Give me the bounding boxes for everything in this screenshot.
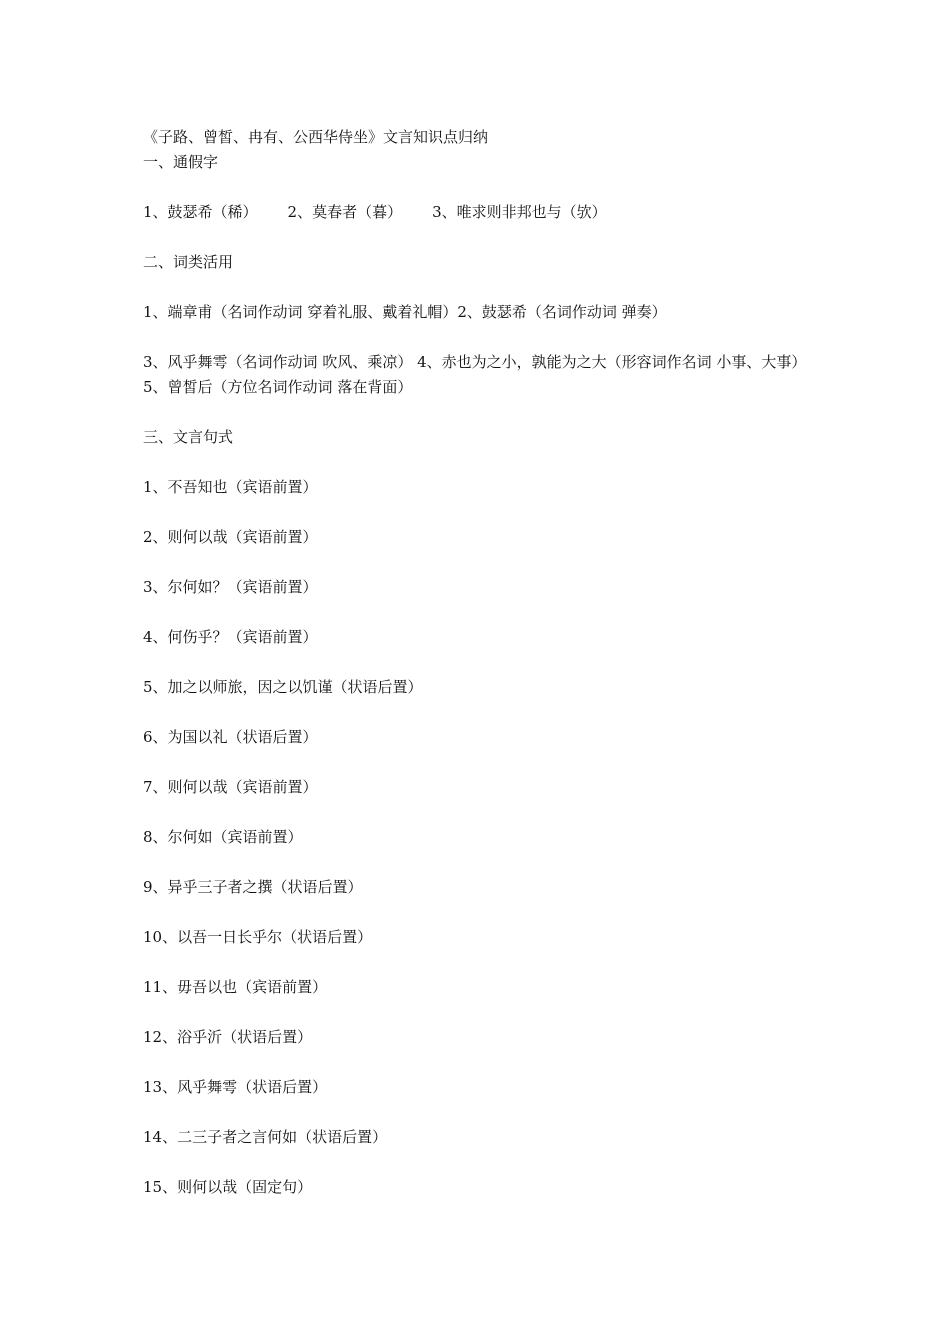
list-item: 3、尔何如？（宾语前置） bbox=[143, 578, 318, 596]
list-item: 9、异乎三子者之撰（状语后置） bbox=[143, 878, 363, 896]
list-item: 11、毋吾以也（宾语前置） bbox=[143, 978, 328, 996]
spacer bbox=[143, 400, 813, 425]
list-item: 7、则何以哉（宾语前置） bbox=[143, 778, 318, 796]
spacer bbox=[143, 225, 813, 250]
spacer bbox=[143, 275, 813, 300]
list-item: 1、不吾知也（宾语前置） bbox=[143, 478, 318, 496]
tongjiazi-items bbox=[143, 200, 813, 225]
tongjiazi-item-2: 2、莫春者（暮） bbox=[287, 203, 403, 221]
cileihuoyong-paragraph-2: 3、风乎舞雩（名词作动词 吹风、乘凉） 4、赤也为之小，孰能为之大（形容词作名词 小事、大事）5、曾皙后（方位名词作动词 落在背面） bbox=[143, 353, 807, 396]
section-heading-tongjiazi: 一、通假字 bbox=[143, 153, 219, 171]
section-heading-cileihuoyong: 二、词类活用 bbox=[143, 253, 234, 271]
list-item: 10、以吾一日长乎尔（状语后置） bbox=[143, 928, 373, 946]
list-item: 15、则何以哉（固定句） bbox=[143, 1178, 313, 1196]
list-item: 5、加之以师旅，因之以饥谨（状语后置） bbox=[143, 678, 423, 696]
list-item: 2、则何以哉（宾语前置） bbox=[143, 528, 318, 546]
list-item: 13、风乎舞雩（状语后置） bbox=[143, 1078, 328, 1096]
spacer bbox=[143, 450, 813, 475]
list-item: 12、浴乎沂（状语后置） bbox=[143, 1028, 313, 1046]
cileihuoyong-paragraph-1: 1、端章甫（名词作动词 穿着礼服、戴着礼帽）2、鼓瑟希（名词作动词 弹奏） bbox=[143, 303, 667, 321]
tongjiazi-item-1: 1、鼓瑟希（稀） bbox=[143, 203, 258, 221]
spacer bbox=[143, 325, 813, 350]
list-item: 8、尔何如（宾语前置） bbox=[143, 828, 303, 846]
list-item: 14、二三子者之言何如（状语后置） bbox=[143, 1128, 388, 1146]
tongjiazi-item-3: 3、唯求则非邦也与（欤） bbox=[432, 203, 607, 221]
spacer bbox=[143, 175, 813, 200]
section-heading-wenyanjushi: 三、文言句式 bbox=[143, 428, 234, 446]
document-body bbox=[143, 125, 813, 1200]
list-item: 4、何伤乎？（宾语前置） bbox=[143, 628, 318, 646]
list-item: 6、为国以礼（状语后置） bbox=[143, 728, 318, 746]
document-title: 《子路、曾皙、冉有、公西华侍坐》文言知识点归纳 bbox=[143, 128, 489, 146]
